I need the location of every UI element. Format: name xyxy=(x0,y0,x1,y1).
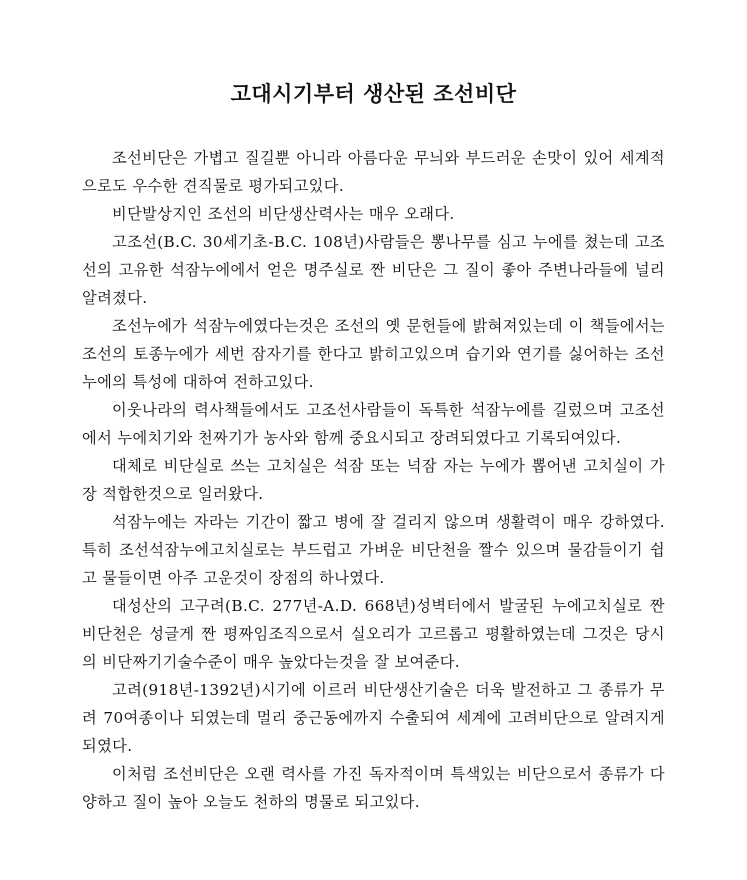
paragraph: 이처럼 조선비단은 오랜 력사를 가진 독자적이며 특색있는 비단으로서 종류가 다양하고 질이 높아 오늘도 천하의 명물로 되고있다. xyxy=(82,765,665,811)
document-body xyxy=(82,144,665,816)
paragraph: 석잠누에는 자라는 기간이 짧고 병에 잘 걸리지 않으며 생활력이 매우 강하였다. 특히 조선석잠누에고치실로는 부드럽고 가벼운 비단천을 짤수 있으며 물감들이기 쉽고 물들이면 아주 고운것이 장점의 하나였다. xyxy=(82,513,665,587)
paragraph: 고조선(B.C. 30세기초-B.C. 108년)사람들은 뽕나무를 심고 누에를 쳤는데 고조선의 고유한 석잠누에에서 얻은 명주실로 짠 비단은 그 질이 좋아 주변나라들에 널리 알려졌다. xyxy=(82,233,665,307)
paragraph: 비단발상지인 조선의 비단생산력사는 매우 오래다. xyxy=(112,205,455,223)
document-title: 고대시기부터 생산된 조선비단 xyxy=(230,82,517,106)
paragraph: 대성산의 고구려(B.C. 277년-A.D. 668년)성벽터에서 발굴된 누에고치실로 짠 비단천은 성글게 짠 평짜임조직으로서 실오리가 고르롭고 평활하였는데 그것은 당시의 비단짜기기술수준이 매우 높았다는것을 잘 보여준다. xyxy=(82,597,665,671)
paragraph: 이웃나라의 력사책들에서도 고조선사람들이 독특한 석잠누에를 길렀으며 고조선에서 누에치기와 천짜기가 농사와 함께 중요시되고 장려되였다고 기록되여있다. xyxy=(82,401,665,447)
paragraph: 고려(918년-1392년)시기에 이르러 비단생산기술은 더욱 발전하고 그 종류가 무려 70여종이나 되였는데 멀리 중근동에까지 수출되여 세계에 고려비단으로 알려지게 되였다. xyxy=(82,681,665,755)
paragraph: 조선누에가 석잠누에였다는것은 조선의 옛 문헌들에 밝혀져있는데 이 책들에서는 조선의 토종누에가 세번 잠자기를 한다고 밝히고있으며 습기와 연기를 싫어하는 조선누에의 특성에 대하여 전하고있다. xyxy=(82,317,665,391)
paragraph: 대체로 비단실로 쓰는 고치실은 석잠 또는 넉잠 자는 누에가 뽑어낸 고치실이 가장 적합한것으로 일러왔다. xyxy=(82,457,665,503)
paragraph: 조선비단은 가볍고 질길뿐 아니라 아름다운 무늬와 부드러운 손맛이 있어 세계적으로도 우수한 견직물로 평가되고있다. xyxy=(82,149,665,195)
